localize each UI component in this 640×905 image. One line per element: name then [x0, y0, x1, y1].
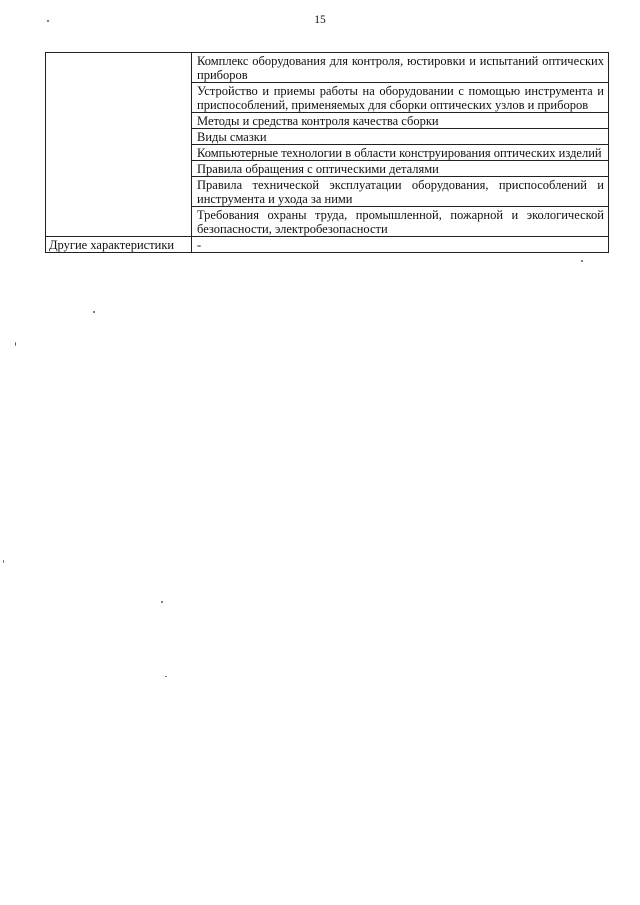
scan-speck — [581, 260, 583, 262]
table-cell: Виды смазки — [192, 129, 609, 145]
other-characteristics-value: - — [192, 237, 609, 253]
scan-speck — [47, 20, 49, 22]
scan-speck — [15, 342, 16, 346]
scan-speck — [165, 676, 167, 677]
other-characteristics-label: Другие характеристики — [46, 237, 192, 253]
scan-speck — [161, 601, 163, 603]
empty-label-cell — [46, 53, 192, 237]
table-cell: Комплекс оборудования для контроля, юстировки и испытаний оптических приборов — [192, 53, 609, 83]
table-cell: Правила обращения с оптическими деталями — [192, 161, 609, 177]
table-cell: Правила технической эксплуатации оборудования, приспособлений и инструмента и ухода за ними — [192, 177, 609, 207]
table-row — [46, 53, 609, 83]
scan-speck — [93, 311, 95, 313]
table-cell: Устройство и приемы работы на оборудовании с помощью инструмента и приспособлений, применяемых для сборки оптических узлов и приборов — [192, 83, 609, 113]
page-number: 15 — [314, 14, 326, 26]
scan-speck — [3, 560, 4, 563]
table-cell: Требования охраны труда, промышленной, пожарной и экологической безопасности, электробезопасности — [192, 207, 609, 237]
table-cell: Компьютерные технологии в области конструирования оптических изделий — [192, 145, 609, 161]
table-cell: Методы и средства контроля качества сборки — [192, 113, 609, 129]
requirements-table — [45, 52, 609, 253]
table-row-other — [46, 237, 609, 253]
